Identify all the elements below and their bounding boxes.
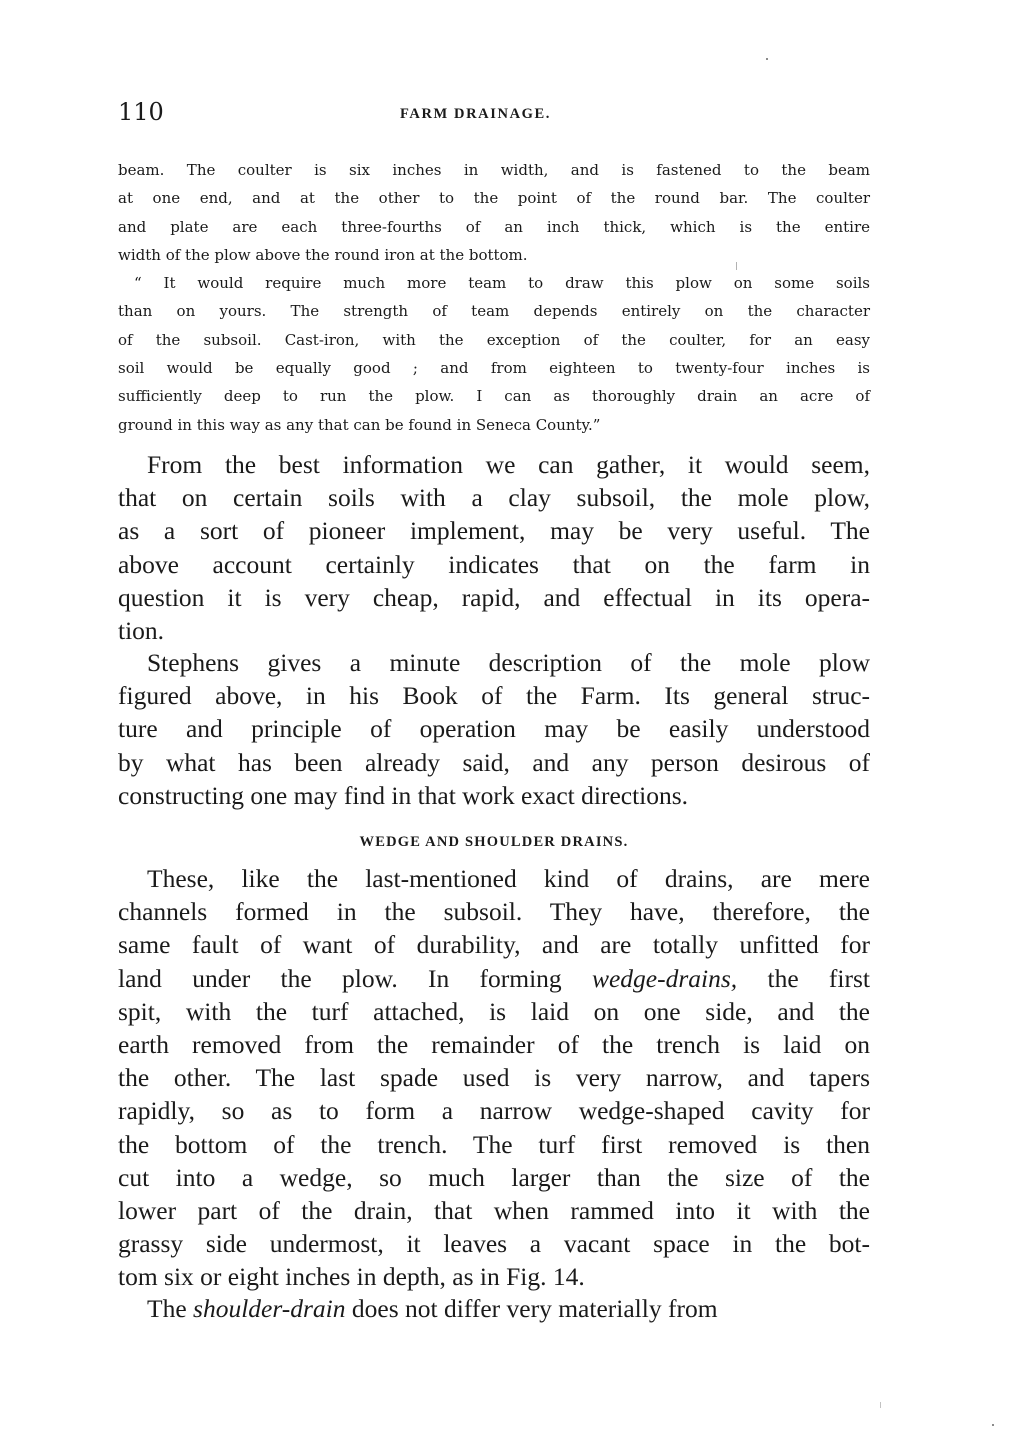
text-line: Stephens gives a minute description of the mole plow (147, 648, 870, 677)
text-run: the first (737, 963, 870, 993)
text-line: sufficiently deep to run the plow. I can as thoroughly drain an acre of (118, 387, 870, 406)
quote-paragraph-2 (118, 269, 870, 439)
text-line: tion. (118, 616, 165, 646)
text-run: The (147, 1294, 194, 1323)
text-line: at one end, and at the other to the point of the round bar. The coulter (118, 189, 870, 208)
text-line: soil would be equally good ; and from eighteen to twenty-four inches is (118, 359, 870, 378)
text-line: cut into a wedge, so much larger than the size of the (118, 1162, 870, 1192)
emphasis-wedge-drains: wedge-drains, (591, 963, 738, 993)
scan-speck (992, 1424, 994, 1426)
text-line: than on yours. The strength of team depends entirely on the character (118, 302, 870, 321)
quote-paragraph-1 (118, 156, 870, 269)
text-line: figured above, in his Book of the Farm. Its general struc- (118, 681, 870, 711)
text-line: ture and principle of operation may be easily understood (118, 714, 870, 744)
body-paragraph-4 (118, 1292, 870, 1325)
page-number: 110 (118, 98, 164, 126)
body-paragraph-1 (118, 448, 870, 647)
text-line: ground in this way as any that can be found in Seneca County.” (118, 415, 601, 434)
text-line: beam. The coulter is six inches in width, and is fastened to the beam (118, 161, 870, 179)
body-paragraph-3 (118, 862, 870, 1294)
text-line: question it is very cheap, rapid, and effectual in its opera- (118, 582, 870, 612)
text-line: as a sort of pioneer implement, may be very useful. The (118, 516, 870, 546)
text-line: channels formed in the subsoil. They have, therefore, the (118, 897, 870, 927)
text-line: of the subsoil. Cast-iron, with the exception of the coulter, for an easy (118, 330, 870, 349)
text-line: “ It would require much more team to draw this plow on some soils (134, 274, 870, 293)
scan-speck (736, 262, 737, 270)
text-line: constructing one may find in that work exact directions. (118, 780, 689, 810)
text-run: does not differ very materially from (345, 1294, 718, 1323)
text-line: that on certain soils with a clay subsoil, the mole plow, (118, 483, 870, 513)
running-head: FARM DRAINAGE. (400, 106, 552, 122)
section-heading: WEDGE AND SHOULDER DRAINS. (359, 834, 629, 850)
text-line: earth removed from the remainder of the trench is laid on (118, 1030, 870, 1060)
text-line (118, 1292, 870, 1325)
text-line: the other. The last spade used is very narrow, and tapers (118, 1063, 870, 1093)
text-line (118, 962, 870, 995)
text-line: and plate are each three-fourths of an inch thick, which is the entire (118, 217, 870, 236)
text-line: spit, with the turf attached, is laid on one side, and the (118, 996, 870, 1026)
text-line: From the best information we can gather, it would seem, (147, 450, 870, 479)
text-line: width of the plow above the round iron at the bottom. (118, 245, 528, 264)
text-line: rapidly, so as to form a narrow wedge-shaped cavity for (118, 1096, 870, 1126)
emphasis-shoulder-drain: shoulder-drain (193, 1294, 346, 1323)
quoted-letter (118, 156, 870, 439)
scan-speck (766, 58, 768, 60)
text-line: the bottom of the trench. The turf first removed is then (118, 1129, 870, 1159)
text-line: These, like the last-mentioned kind of drains, are mere (147, 864, 870, 893)
text-line: by what has been already said, and any person desirous of (118, 747, 870, 777)
text-line: tom six or eight inches in depth, as in Fig. 14. (118, 1262, 585, 1292)
body-paragraph-2 (118, 646, 870, 812)
text-line: lower part of the drain, that when rammed into it with the (118, 1196, 870, 1226)
page-header (118, 96, 870, 130)
text-run: land under the plow. In forming (118, 963, 592, 993)
text-line: grassy side undermost, it leaves a vacant space in the bot- (118, 1229, 870, 1259)
text-line: above account certainly indicates that on the farm in (118, 549, 870, 579)
text-line: same fault of want of durability, and are totally unfitted for (118, 930, 870, 960)
scan-speck (880, 1402, 881, 1408)
